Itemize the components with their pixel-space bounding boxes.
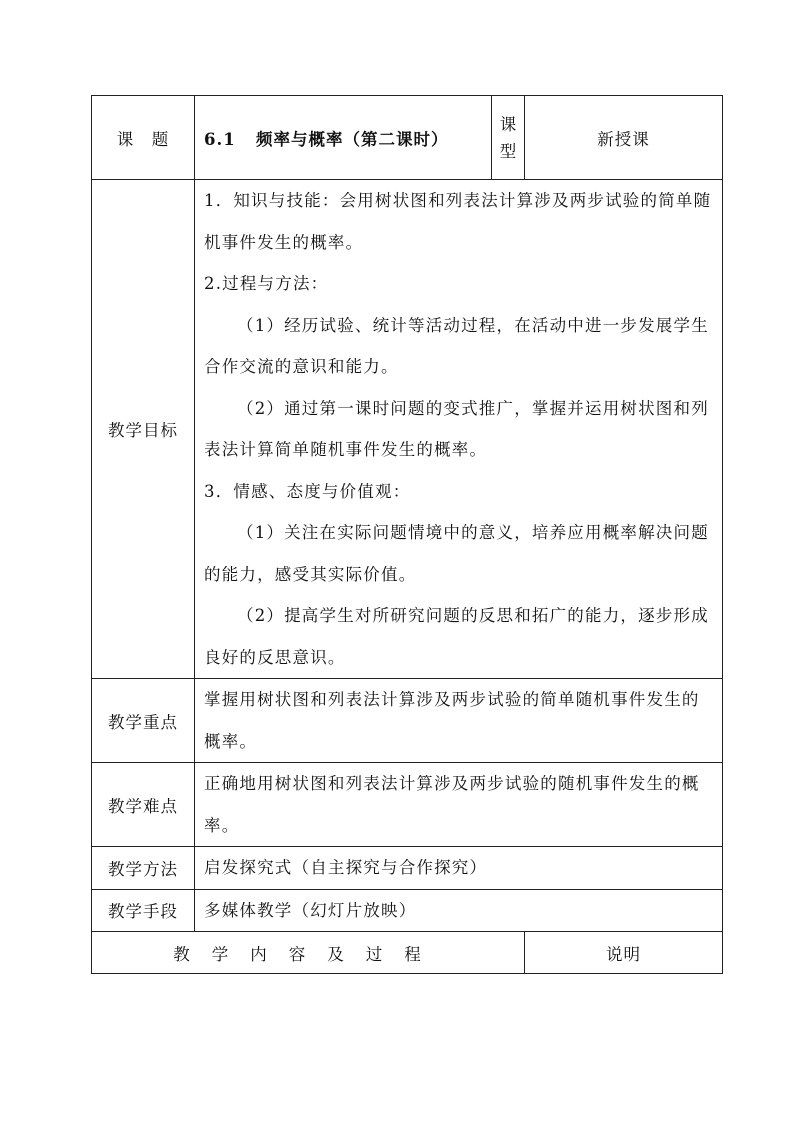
difficulties-text: 正确地用树状图和列表法计算涉及两步试验的随机事件发生的概率。 <box>195 763 723 847</box>
difficulties-row <box>92 763 723 847</box>
objectives-row <box>92 180 723 679</box>
means-row <box>92 889 723 932</box>
method-row <box>92 847 723 890</box>
key-points-text: 掌握用树状图和列表法计算涉及两步试验的简单随机事件发生的概率。 <box>195 679 723 763</box>
lesson-title-text: 频率与概率（第二课时） <box>255 129 449 149</box>
objective-line: 1．知识与技能：会用树状图和列表法计算涉及两步试验的简单随机事件发生的概率。 <box>204 191 712 252</box>
difficulties-label: 教学难点 <box>92 763 195 847</box>
topic-label: 课 题 <box>92 96 195 180</box>
footer-row <box>92 932 723 974</box>
means-label: 教学手段 <box>92 889 195 932</box>
method-label: 教学方法 <box>92 847 195 890</box>
key-points-row <box>92 679 723 763</box>
lesson-title <box>195 96 492 180</box>
note-label: 说明 <box>525 932 723 974</box>
content-process-label: 教学内容及过程 <box>92 932 525 974</box>
objectives-label: 教学目标 <box>92 180 195 679</box>
objective-line: 3．情感、态度与价值观： <box>204 481 411 501</box>
means-text: 多媒体教学（幻灯片放映） <box>195 889 723 932</box>
header-row <box>92 96 723 180</box>
objective-line: （1）关注在实际问题情境中的意义，培养应用概率解决问题的能力，感受其实际价值。 <box>204 523 709 584</box>
objective-line: （2）提高学生对所研究问题的反思和拓广的能力，逐步形成良好的反思意识。 <box>204 606 709 667</box>
lesson-plan-table <box>91 95 723 974</box>
type-label: 课 型 <box>492 96 525 180</box>
type-value: 新授课 <box>525 96 723 180</box>
objective-line: （2）通过第一课时问题的变式推广，掌握并运用树状图和列表法计算简单随机事件发生的概率。 <box>204 398 709 459</box>
objective-line: （1）经历试验、统计等活动过程，在活动中进一步发展学生合作交流的意识和能力。 <box>204 315 709 376</box>
method-text: 启发探究式（自主探究与合作探究） <box>195 847 723 890</box>
lesson-number: 6.1 <box>204 129 236 149</box>
key-points-label: 教学重点 <box>92 679 195 763</box>
objective-line: 2.过程与方法： <box>204 274 329 293</box>
objectives-content <box>195 180 723 679</box>
